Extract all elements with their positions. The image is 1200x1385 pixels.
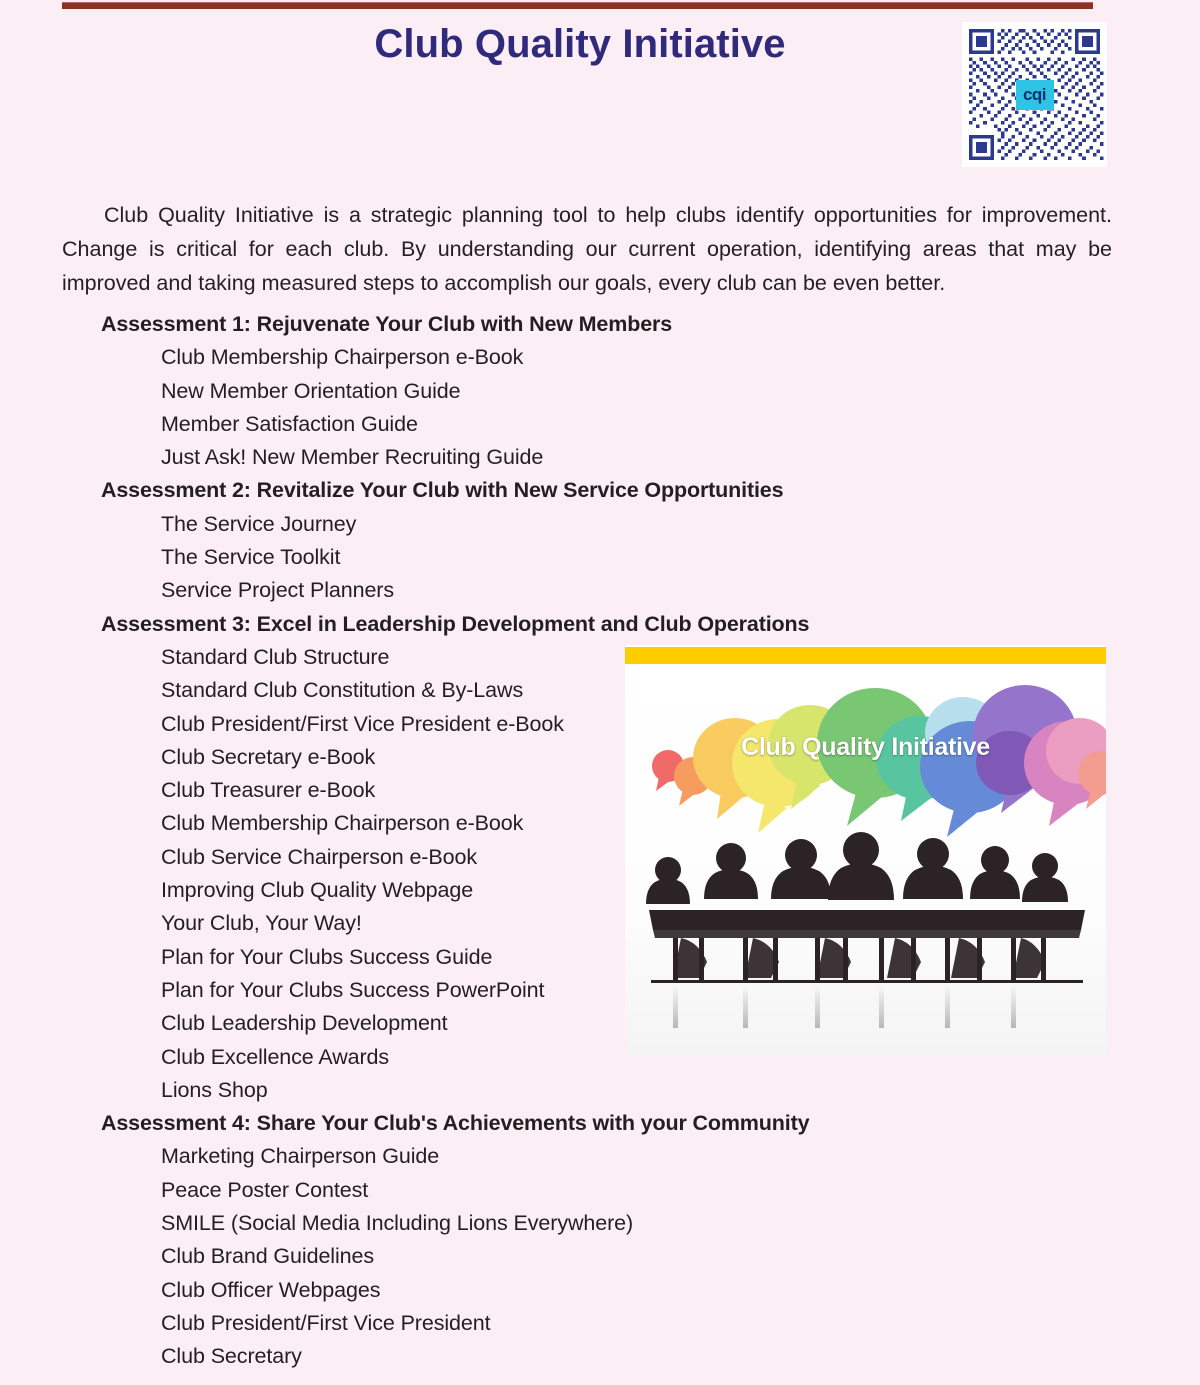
assessment-list-2 bbox=[0, 508, 1200, 608]
list-item[interactable]: Lions Shop bbox=[161, 1077, 268, 1102]
assessment-title-2: Assessment 2: Revitalize Your Club with New Service Opportunities bbox=[101, 478, 784, 503]
list-item[interactable]: Club Membership Chairperson e-Book bbox=[161, 345, 524, 370]
list-item[interactable]: Club Leadership Development bbox=[161, 1011, 448, 1036]
list-item[interactable]: Improving Club Quality Webpage bbox=[161, 878, 474, 903]
list-item[interactable]: The Service Toolkit bbox=[161, 545, 341, 570]
page-title: Club Quality Initiative bbox=[374, 22, 786, 66]
list-item[interactable]: Service Project Planners bbox=[161, 578, 395, 603]
speech-bubbles-graphic bbox=[625, 663, 1106, 838]
list-item[interactable]: The Service Journey bbox=[161, 511, 357, 536]
list-item[interactable]: Standard Club Constitution & By-Laws bbox=[161, 678, 524, 703]
list-item[interactable]: Club President/First Vice President e-Book bbox=[161, 711, 564, 736]
list-item[interactable]: Plan for Your Clubs Success PowerPoint bbox=[161, 977, 545, 1002]
list-item[interactable]: Club Excellence Awards bbox=[161, 1044, 390, 1069]
list-item[interactable]: Club Secretary e-Book bbox=[161, 744, 376, 769]
assessment-list-4 bbox=[0, 1140, 1200, 1373]
list-item[interactable]: Peace Poster Contest bbox=[161, 1177, 369, 1202]
list-item[interactable]: Just Ask! New Member Recruiting Guide bbox=[161, 445, 544, 470]
assessment-section-1 bbox=[0, 308, 1200, 474]
assessment-title-3: Assessment 3: Excel in Leadership Development and Club Operations bbox=[101, 611, 810, 636]
list-item[interactable]: Club President/First Vice President bbox=[161, 1310, 491, 1335]
list-item[interactable]: Club Service Chairperson e-Book bbox=[161, 844, 477, 869]
intro-paragraph: Club Quality Initiative is a strategic planning tool to help clubs identify opportunities for improvement. Change is critical for each club. By understanding our current operation, identifying areas that may be improved and taking measured steps to accomplish our goals, every club can be even better. bbox=[62, 202, 1112, 295]
list-item[interactable]: Club Membership Chairperson e-Book bbox=[161, 811, 524, 836]
artwork-top-bar bbox=[625, 647, 1106, 664]
assessment-title-1: Assessment 1: Rejuvenate Your Club with New Members bbox=[101, 312, 673, 336]
list-item[interactable]: Club Officer Webpages bbox=[161, 1277, 381, 1302]
club-quality-initiative-artwork bbox=[625, 645, 1106, 1056]
list-item[interactable]: Your Club, Your Way! bbox=[161, 911, 362, 936]
artwork-caption: Club Quality Initiative bbox=[741, 733, 990, 761]
list-item[interactable]: Standard Club Structure bbox=[161, 644, 390, 669]
list-item[interactable]: Marketing Chairperson Guide bbox=[161, 1144, 440, 1169]
list-item[interactable]: Club Brand Guidelines bbox=[161, 1244, 375, 1269]
qr-code[interactable] bbox=[962, 22, 1107, 167]
assessment-section-4 bbox=[0, 1107, 1200, 1373]
list-item[interactable]: Club Secretary bbox=[161, 1344, 302, 1369]
list-item[interactable]: New Member Orientation Guide bbox=[161, 378, 461, 403]
assessment-list-1 bbox=[0, 341, 1200, 474]
list-item[interactable]: Club Treasurer e-Book bbox=[161, 778, 376, 803]
page-header bbox=[0, 0, 1200, 175]
list-item[interactable]: Member Satisfaction Guide bbox=[161, 411, 418, 436]
meeting-silhouette-graphic bbox=[633, 830, 1098, 1030]
list-item[interactable]: SMILE (Social Media Including Lions Everywhere) bbox=[161, 1211, 634, 1236]
qr-code-center-badge: cqi bbox=[1016, 80, 1054, 110]
assessment-title-4: Assessment 4: Share Your Club's Achievements with your Community bbox=[101, 1111, 810, 1136]
list-item[interactable]: Plan for Your Clubs Success Guide bbox=[161, 944, 493, 969]
assessment-section-2 bbox=[0, 474, 1200, 607]
